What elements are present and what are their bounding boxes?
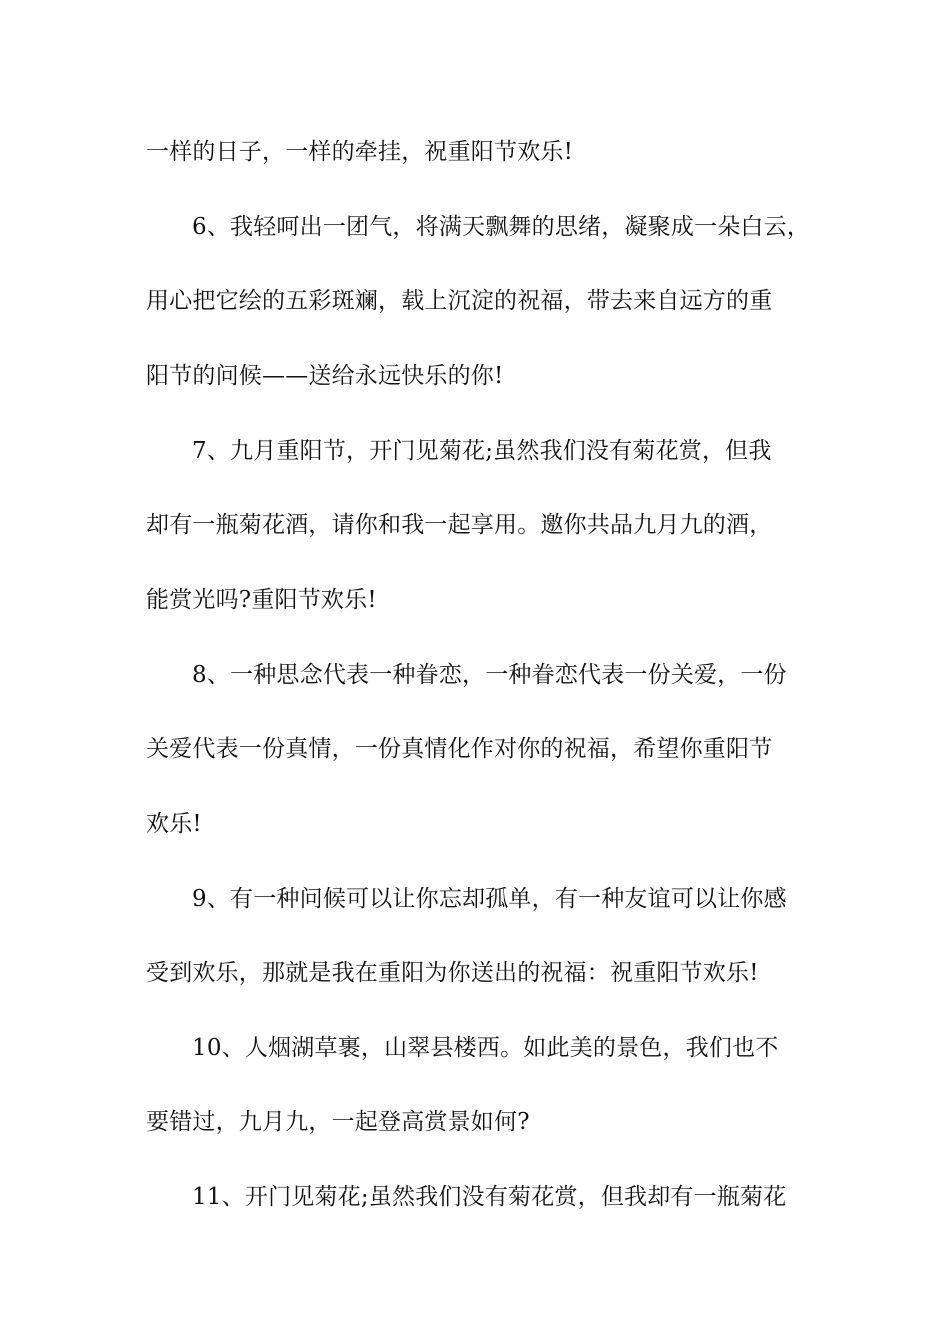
text-line: 受到欢乐，那就是我在重阳为你送出的祝福：祝重阳节欢乐! xyxy=(146,960,759,986)
paragraph-10-start: 10、人烟湖草裹，山翠县楼西。如此美的景色，我们也不 xyxy=(192,1035,779,1061)
text-line: 用心把它绘的五彩斑斓，载上沉淀的祝福，带去来自远方的重 xyxy=(146,288,773,314)
paragraph-8-start: 8、一种思念代表一种眷恋，一种眷恋代表一份关爱，一份 xyxy=(192,662,787,688)
text-line: 却有一瓶菊花酒，请你和我一起享用。邀你共品九月九的酒， xyxy=(146,512,773,538)
text-line: 关爱代表一份真情，一份真情化作对你的祝福，希望你重阳节 xyxy=(146,736,773,762)
text-line: 欢乐! xyxy=(146,811,202,837)
paragraph-9-start: 9、有一种问候可以让你忘却孤单，有一种友谊可以让你感 xyxy=(192,886,787,912)
text-line: 阳节的问候——送给永远快乐的你! xyxy=(146,363,504,389)
text-line: 能赏光吗?重阳节欢乐! xyxy=(146,587,377,613)
text-line: 一样的日子，一样的牵挂，祝重阳节欢乐! xyxy=(146,139,574,165)
paragraph-6-start: 6、我轻呵出一团气，将满天飘舞的思绪，凝聚成一朵白云， xyxy=(192,214,811,240)
paragraph-11-start: 11、开门见菊花;虽然我们没有菊花赏，但我却有一瓶菊花 xyxy=(192,1184,787,1210)
text-line: 要错过，九月九，一起登高赏景如何? xyxy=(146,1109,530,1135)
paragraph-7-start: 7、九月重阳节，开门见菊花;虽然我们没有菊花赏，但我 xyxy=(192,438,772,464)
